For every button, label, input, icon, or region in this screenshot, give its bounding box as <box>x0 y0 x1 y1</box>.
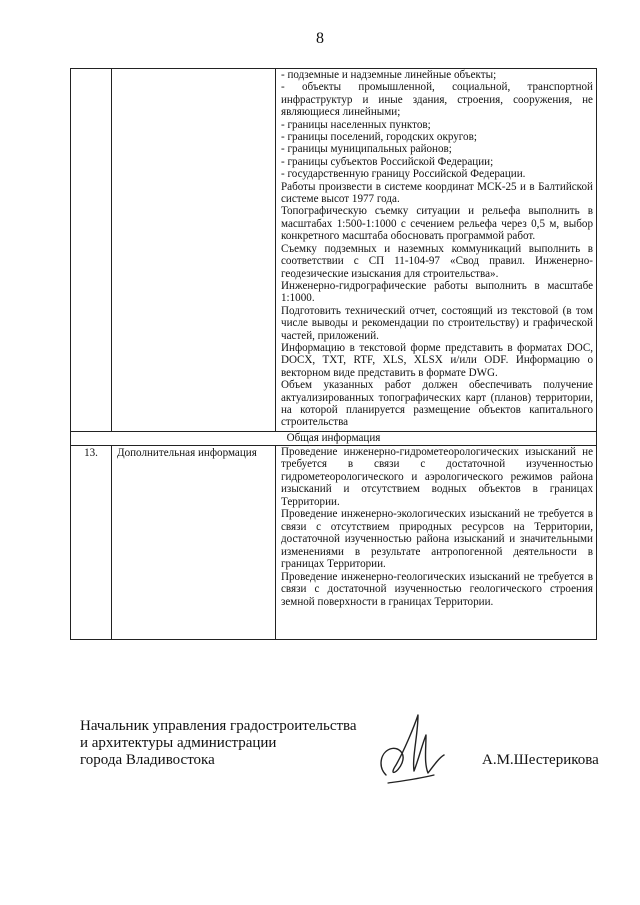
position-line: Начальник управления градостроительства <box>80 718 357 734</box>
content-paragraph: Проведение инженерно-экологических изысканий не требуется в связи с отсутствием природных ресурсов на Территории, достаточной изученностью района изысканий и значительными изменениями в результате антропогенной деятельности в границах Территории. <box>281 508 593 571</box>
row-number: 13. <box>71 446 112 639</box>
cell-number <box>71 69 112 431</box>
content-paragraph: Работы произвести в системе координат МСК-25 и в Балтийской системе высот 1977 года. <box>281 180 593 206</box>
content-paragraph: Проведение инженерно-гидрометеорологических изысканий не требуется в связи с достаточной изученностью гидрометеорологического и аэрологического режимов района изысканий и отсутствием водных объектов в границах Территории. <box>281 445 593 508</box>
content-paragraph: Информацию в текстовой форме представить в форматах DOC, DOCX, TXT, RTF, XLS, XLSX и/или ODF. Информацию о векторном виде представить в формате DWG. <box>281 341 593 379</box>
content-paragraph: Проведение инженерно-геологических изысканий не требуется в связи с достаточной изученностью геологического строения земной поверхности в границах Территории. <box>281 570 593 608</box>
content-paragraph: - границы поселений, городских округов; <box>281 131 477 144</box>
content-paragraph: Съемку подземных и наземных коммуникаций выполнить в соответствии с СП 11-104-97 «Свод правил. Инженерно-геодезические изыскания для строительства». <box>281 242 593 280</box>
requirements-table <box>70 68 597 640</box>
table-row-13 <box>71 446 596 639</box>
row-content <box>276 446 596 639</box>
content-paragraph: Подготовить технический отчет, состоящий из текстовой (в том числе выводы и рекомендации по строительству) и графической частей, приложений. <box>281 304 593 342</box>
table-row-continuation <box>71 69 596 432</box>
section-header: Общая информация <box>71 432 596 446</box>
content-paragraph: - границы муниципальных районов; <box>281 143 452 156</box>
page-number: 8 <box>316 30 324 47</box>
content-paragraph: - государственную границу Российской Федерации. <box>281 168 526 181</box>
content-paragraph: - объекты промышленной, социальной, транспортной инфраструктур и иные здания, строения, сооружения, не являющиеся линейными; <box>281 81 593 119</box>
signatory-name: А.М.Шестерикова <box>482 752 599 768</box>
content-paragraph: Топографическую съемку ситуации и рельефа выполнить в масштабах 1:500-1:1000 с сечением рельефа через 0,5 м, выбор конкретного масштаба обосновать программой работ. <box>281 205 593 243</box>
content-paragraph: - границы населенных пунктов; <box>281 118 431 131</box>
content-paragraph: Инженерно-гидрографические работы выполнить в масштабе 1:1000. <box>281 279 593 305</box>
content-paragraph: Объем указанных работ должен обеспечивать получение актуализированных топографических карт (планов) территории, на которой планируется размещение объектов капитального строительства <box>281 379 593 429</box>
row-title: Дополнительная информация <box>112 446 276 639</box>
content-paragraph: - подземные и надземные линейные объекты; <box>281 69 497 81</box>
signatory-position <box>80 718 357 769</box>
content-paragraph: - границы субъектов Российской Федерации; <box>281 155 494 168</box>
position-line: и архитектуры администрации <box>80 735 277 751</box>
handwritten-signature <box>368 705 448 795</box>
cell-title <box>112 69 276 431</box>
cell-content <box>276 69 596 431</box>
position-line: города Владивостока <box>80 752 215 768</box>
